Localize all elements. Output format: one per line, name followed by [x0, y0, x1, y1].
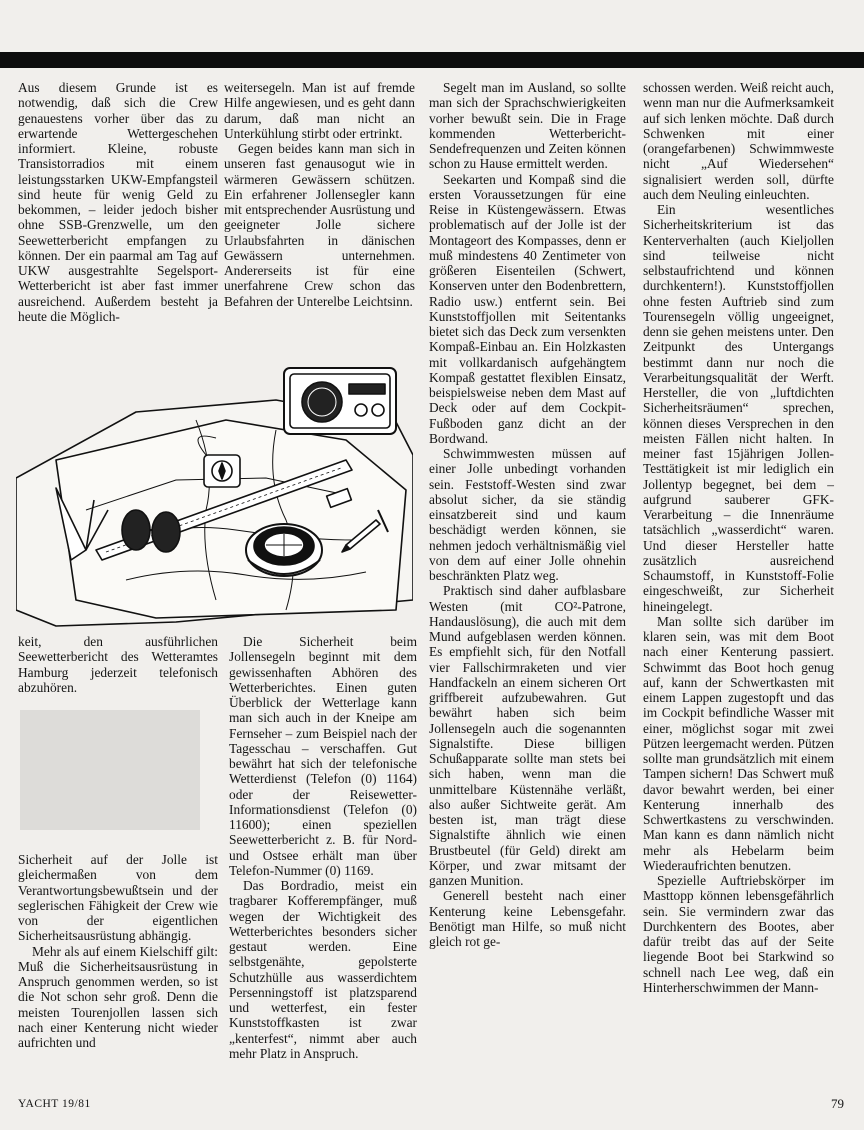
- col4-para-2: Ein wesentliches Sicherheitskriterium ist das Kenterverhalten (auch Kieljollen sind teilweise nicht selbstaufrichtend und können durchkentern!). Kunststoffjollen ohne festen Auftrieb sind zum Tourensegeln völlig ungeeignet, denn sie gehen meistens unter. Den Zeitpunkt des Untergangs bestimmt dann nur noch die Verarbeitungsqualität der Werft. Hersteller, die von „luftdichten Sicherheitsräumen“ sprechen, können dieses Versprechen in den meisten Fällen nicht halten. In meiner fast 15jährigen Jollen-Testtätigkeit ist mir lediglich ein Jollentyp begegnet, bei dem – aufgrund sauberer GFK-Verarbeitung – die Innenräume tatsächlich „wasserdicht“ waren. Und dieser Hersteller hatte zusätzlich ausreichend Schaumstoff, in Kunststoff-Folie eingeschweißt, zur Sicherheit hineingelegt.: [643, 202, 834, 614]
- col3-para-4: Praktisch sind daher aufblasbare Westen (mit CO²-Patrone, Handauslösung), die auch mit dem Mund aufgeblasen werden können. Es empfiehlt sich, für den Notfall vier Fallschirmraketen und vier Handfackeln an einem sicheren Ort griffbereit aufzubewahren. Gut bewährt haben sich beim Jollensegeln auch die sogenannten Signalstifte. Diese billigen Schußapparate sollte man stets bei sich haben, wenn man die unmittelbare Küstennähe verläßt, also außer Sichtweite gerät. Am besten ist, man trägt diese Signalstifte ähnlich wie einen Brustbeutel (für Geld) direkt am Körper, und zwar mitsamt der ganzen Munition.: [429, 583, 626, 888]
- col2-para-bottom2: Das Bordradio, meist ein tragbarer Kofferempfänger, muß wegen der Wichtigkeit des Wetterberichtes besonders sicher gestaut werden. Eine selbstgenähte, gepolsterte Schutzhülle aus wasserdichtem Persenningstoff ist platzsparend und wetterfest, ein fester Kunststoffkasten ist zwar „kenterfest“, nimmt aber auch mehr Platz in Anspruch.: [229, 878, 417, 1061]
- column-2-bottom: [229, 634, 417, 1061]
- col2-para-bottom1: Die Sicherheit beim Jollensegeln beginnt mit dem gewissenhaften Abhören des Wetterberichtes. Einen guten Überblick der Wetterlage kann man sich auch in der Kneipe am Fernseher – zum Beispiel nach der Tagesschau – verschaffen. Gut bewährt hat sich der telefonische Wetterdienst (Telefon (0) 1164) oder der Reisewetter-Informationsdienst (Telefon (0) 11600); einen speziellen Seewetterbericht z. B. für Nord- und Ostsee erhält man über Telefon-Nummer (0) 1169.: [229, 634, 417, 878]
- col1-para-top: Aus diesem Grunde ist es notwendig, daß sich die Crew genauestens vorher über das zu erwartende Wettergeschehen informiert. Kleine, robuste Transistorradios mit einem leistungsstarken UKW-Empfangsteil sind heute für wenig Geld zu bekommen, – leider jedoch bisher ohne SSB-Grenzwelle, um den Seewetterbericht empfangen zu können. Der ein paarmal am Tag auf UKW ausgestrahlte Segelsport-Wetterbericht ist aber fast immer ausreichend. Außerdem besteht ja heute die Möglich-: [18, 80, 218, 324]
- col4-para-4: Spezielle Auftriebskörper im Masttopp können lebensgefährlich sein. Sie vermindern zwar das Durchkentern des Bootes, aber dafür treibt das auf der Seite liegende Boot bei Starkwind so schnell nach Lee weg, daß ein Hinterherschwimmen der Mann-: [643, 873, 834, 995]
- col2-para-top1: weitersegeln. Man ist auf fremde Hilfe angewiesen, und es geht dann darum, daß man nicht an Unterkühlung stirbt oder ertrinkt.: [224, 80, 415, 141]
- col1-para-bottom2: Mehr als auf einem Kielschiff gilt: Muß die Sicherheitsausrüstung in Anspruch genommen werden, so ist die Not schon sehr groß. Denn die meisten Tourenjollen lassen sich nach einer Kenterung nicht wieder aufrichten und: [18, 943, 218, 1050]
- col3-para-5: Generell besteht nach einer Kenterung keine Lebensgefahr. Benötigt man Hilfe, so muß nicht gleich rot ge-: [429, 888, 626, 949]
- page-number: 79: [831, 1096, 844, 1111]
- col3-para-1: Segelt man im Ausland, so sollte man sich der Sprachschwierigkeiten vorher bewußt sein. Die in Frage kommenden Wetterbericht-Sendefrequenzen und Zeiten können schon zu Hause ermittelt werden.: [429, 80, 626, 172]
- column-1-top: [18, 80, 218, 324]
- col3-para-3: Schwimmwesten müssen auf einer Jolle unbedingt vorhanden sein. Feststoff-Westen sind zwar absolut sicher, da sie ständig einsatzbereit sind und kaum beschädigt werden können, sie nehmen jedoch verhältnismäßig viel von dem auf einer Jolle ohnehin beschränkten Platz weg.: [429, 446, 626, 583]
- top-rule: [0, 52, 864, 68]
- magazine-issue: YACHT 19/81: [18, 1098, 91, 1110]
- faded-background-print: [10, 690, 220, 850]
- col3-para-2: Seekarten und Kompaß sind die ersten Voraussetzungen für eine Reise in Küstengewässern. Etwas problematisch auf der Jolle ist der Montageort des Kompasses, denn er muß mindestens 40 Zentimeter von größeren Eisenteilen (Schwert, Konserven unter den Bodenbrettern, Radio usw.) entfernt sein. Bei Kunststoffjollen mit Seitentanks bietet sich das Deck zum versenkten Kompaß-Einbau an. Ein Holzkasten mit vollkardanisch aufgehängtem Kompaß gestattet flexiblen Einsatz, beispielsweise neben dem Mast auf Deck oder auf dem Cockpit-Fußboden ganz dicht an der Bordwand.: [429, 171, 626, 446]
- col1-para-mid: keit, den ausführlichen Seewetterbericht des Wetteramtes Hamburg jederzeit telefonisch abzuhören.: [18, 634, 218, 695]
- col4-para-1: schossen werden. Weiß reicht auch, wenn man nur die Aufmerksamkeit auf sich lenken möchte. Daß durch Schwenken mit einer (orangefarbenen) Schwimmweste nicht „Auf Wiedersehen“ signalisiert werden soll, dürfte auch dem Neuling einleuchten.: [643, 80, 834, 202]
- chart-table-illustration: [16, 360, 413, 628]
- column-2-top: [224, 80, 415, 309]
- column-1-mid: [18, 634, 218, 695]
- col1-para-bottom1: Sicherheit auf der Jolle ist gleichermaßen von dem Verantwortungsbewußtsein und der seglerischen Fähigkeit der Crew wie von der eigentlichen Sicherheitsausrüstung abhängig.: [18, 852, 218, 944]
- col2-para-top2: Gegen beides kann man sich in unseren fast genausogut wie in wärmeren Gewässern schützen. Ein erfahrener Jollensegler kann mit entsprechender Ausrüstung und geeigneter Jolle sichere Urlaubsfahrten in dänischen Gewässern unternehmen. Andererseits ist für eine unerfahrene Crew schon das Befahren der Unterelbe Leichtsinn.: [224, 141, 415, 309]
- column-4: [643, 80, 834, 995]
- col4-para-3: Man sollte sich darüber im klaren sein, was mit dem Boot nach einer Kenterung passiert. Schwimmt das Boot hoch genug auf, kann der Schwertkasten mit einem Lappen zugestopft und das im Cockpit befindliche Wasser mit einer, möglichst sogar mit zwei Pützen leergemacht werden. Pützen sollte man grundsätzlich mit einem Tampen sichern! Das Schwert muß davor bewahrt werden, bei einer Kenterung innerhalb des Schwertkastens zu verschwinden. Man kann es dann nämlich nicht mehr als Hebelarm beim Wiederaufrichten benutzen.: [643, 613, 834, 873]
- column-1-bottom: [18, 852, 218, 1050]
- column-3: [429, 80, 626, 949]
